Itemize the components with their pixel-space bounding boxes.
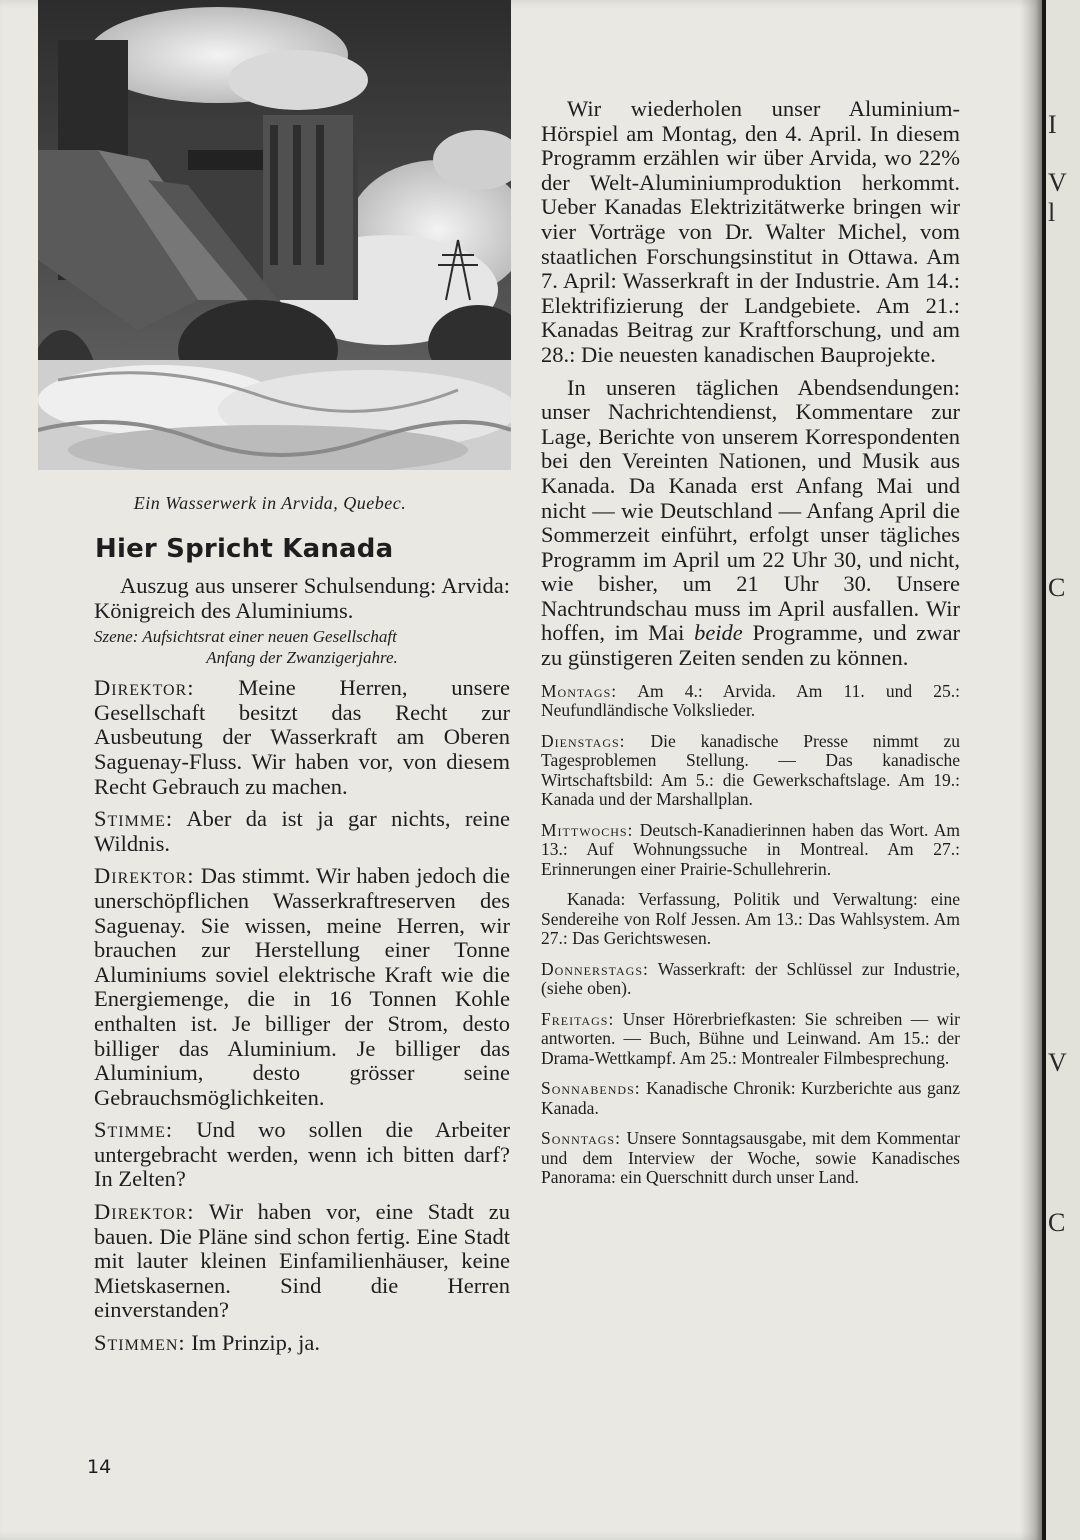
photo-caption: Ein Wasserwerk in Arvida, Quebec.: [133, 493, 407, 513]
schedule-entry-friday: [541, 1010, 960, 1069]
dialogue-line: [94, 807, 510, 856]
dialogue-text: Aber da ist ja gar nichts, reine Wildnis.: [94, 806, 510, 856]
dialogue-text: Wir haben vor, eine Stadt zu bauen. Die Pläne sind schon fertig. Eine Stadt mit lauter kleinen Einfamilienhäuser, keine Mietskasernen. Sind die Herren einverstanden?: [94, 1199, 510, 1323]
dialogue-line: [94, 676, 510, 799]
schedule-entry-saturday: [541, 1079, 960, 1118]
speaker: Stimme:: [94, 806, 174, 832]
schedule-text: Am 4.: Arvida. Am 11. und 25.: Neufundländische Volkslieder.: [541, 680, 960, 721]
text-run: Programme, und zwar zu günstigeren Zeiten senden zu können.: [541, 620, 960, 671]
program-paragraph: Wir wiederholen unser Aluminium-Hörspiel am Montag, den 4. April. In diesem Programm erzählen wir über Arvida, wo 22% der Welt-Aluminiumproduktion herkommt. Ueber Kanadas Elektrizitätwerke bringen wir vier Vorträge von Dr. Walter Michel, vom staatlichen Forschungsinstitut in Ottawa. Am 7. April: Wasserkraft in der Industrie. Am 14.: Elektrifizierung der Landgebiete. Am 21.: Kanadas Beitrag zur Kraftforschung, und am 28.: Die neuesten kanadischen Bauprojekte.: [541, 96, 960, 367]
schedule-day: Mittwochs:: [541, 819, 634, 840]
schedule-entry-thursday: [541, 960, 960, 999]
schedule-text: Die kanadische Presse nimmt zu Tagesproblemen Stellung. — Das kanadische Wirtschaftsbild: Am 5.: die Gewerkschaftslage. Am 19.: Kanada und der Marshallplan.: [541, 730, 960, 810]
scene-note: [94, 627, 510, 668]
schedule-text: Unsere Sonntagsausgabe, mit dem Kommentar und dem Interview der Woche, sowie Kanadisches Panorama: ein Querschnitt durch unser Land.: [541, 1128, 960, 1188]
schedule-entry-wednesday: [541, 821, 960, 880]
schedule-day: Sonntags:: [541, 1128, 621, 1149]
dialogue-text: Meine Herren, unsere Gesellschaft besitzt das Recht zur Ausbeutung der Wasserkraft am Oberen Saguenay-Fluss. Wir haben vor, von diesem Recht Gebrauch zu machen.: [94, 675, 510, 799]
page-number: 14: [87, 1456, 112, 1478]
book-gutter-shadow: [1020, 0, 1046, 1540]
dialogue-text: Das stimmt. Wir haben jedoch die unerschöpflichen Wasserkraftreserven des Saguenay. Sie wissen, meine Herren, wir brauchen zur Herstellung einer Tonne Aluminiums soviel elektrische Kraft wie die Energiemenge, die in 16 Tonnen Kohle enthalten ist. Je billiger der Strom, desto billiger das Aluminium. Je billiger das Aluminium, desto grösser seine Gebrauchsmöglichkeiten.: [94, 863, 510, 1110]
scene-line-1: Szene: Aufsichtsrat einer neuen Gesellschaft: [94, 627, 397, 647]
intro-paragraph: Auszug aus unserer Schulsendung: Arvida: Königreich des Aluminiums.: [94, 573, 510, 623]
dialogue-text: Im Prinzip, ja.: [185, 1330, 321, 1356]
speaker: Direktor:: [94, 863, 195, 889]
schedule-day: Montags:: [541, 680, 618, 701]
emphasis: beide: [694, 620, 743, 646]
schedule-text: Wasserkraft: der Schlüssel zur Industrie, (siehe oben).: [541, 958, 960, 999]
left-column: [94, 574, 510, 1356]
dialogue-line: [94, 864, 510, 1110]
evening-broadcast-paragraph: [541, 376, 960, 671]
schedule-day: Sonnabends:: [541, 1078, 641, 1099]
schedule-text: Unser Hörerbriefkasten: Sie schreiben — wir antworten. — Buch, Bühne und Leinwand. Am 15.: der Drama-Wettkampf. Am 25.: Montrealer Filmbesprechung.: [541, 1008, 960, 1068]
schedule-entry-sunday: [541, 1129, 960, 1188]
schedule-text: Kanada: Verfassung, Politik und Verwaltung: eine Sendereihe von Rolf Jessen. Am 13.: Das Wahlsystem. Am 27.: Das Gerichtswesen.: [541, 889, 960, 949]
speaker: Direktor:: [94, 1199, 195, 1225]
hydro-plant-photo: [38, 0, 511, 470]
speaker: Direktor:: [94, 675, 195, 701]
schedule-day: Dienstags:: [541, 730, 626, 751]
schedule-entry-series: [541, 890, 960, 949]
schedule-text: Kanadische Chronik: Kurzberichte aus ganz Kanada.: [541, 1078, 960, 1118]
schedule-text: Deutsch-Kanadierinnen haben das Wort. Am 13.: Auf Wohnungssuche in Montreal. Am 27.: Erinnerungen einer Prairie-Schullehrerin.: [541, 819, 960, 879]
article-headline: Hier Spricht Kanada: [95, 534, 394, 564]
schedule-entry-tuesday: [541, 732, 960, 810]
schedule-entry-monday: [541, 682, 960, 721]
dialogue-line: [94, 1331, 510, 1356]
speaker: Stimme:: [94, 1117, 174, 1143]
schedule-day: Donnerstags:: [541, 958, 649, 979]
right-column: [541, 97, 960, 1188]
text-run: In unseren täglichen Abendsendungen: unser Nachrichtendienst, Kommentare zur Lage, Berichte von unserem Korrespondenten bei den Vereinten Nationen, und Musik aus Kanada. Da Kanada erst Anfang Mai und nicht — wie Deutschland — Anfang April die Sommerzeit einführt, erfolgt unser tägliches Programm im April um 22 Uhr 30, und nicht, wie bisher, um 21 Uhr 30. Unsere Nachtrundschau muss im April ausfallen. Wir hoffen, im Mai: [541, 374, 960, 646]
schedule-day: Freitags:: [541, 1008, 615, 1029]
dialogue-line: [94, 1200, 510, 1323]
scene-line-2: Anfang der Zwanzigerjahre.: [206, 647, 398, 667]
speaker: Stimmen:: [94, 1330, 186, 1356]
dialogue-text: Und wo sollen die Arbeiter untergebracht werden, wenn ich bitten darf? In Zelten?: [94, 1117, 510, 1192]
dialogue-line: [94, 1118, 510, 1192]
adjacent-page-edge: I V l C V C: [1046, 0, 1080, 1540]
